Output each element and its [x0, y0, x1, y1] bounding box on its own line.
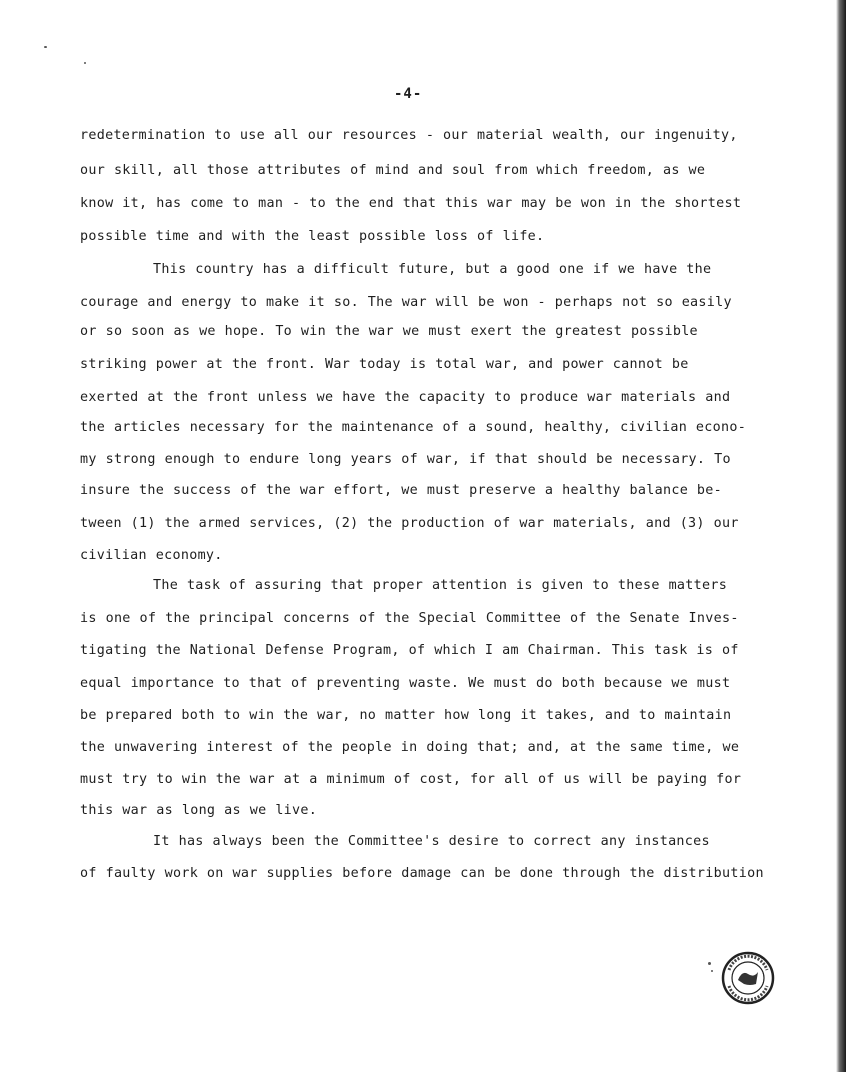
text-line: civilian economy.: [80, 548, 223, 563]
text-line: our skill, all those attributes of mind and soul from which freedom, as we: [80, 163, 706, 178]
text-line: courage and energy to make it so. The war will be won - perhaps not so easily: [80, 295, 732, 310]
text-line: insure the success of the war effort, we must preserve a healthy balance be-: [80, 483, 722, 498]
text-line: redetermination to use all our resources - our material wealth, our ingenuity,: [80, 128, 738, 143]
text-line: be prepared both to win the war, no matter how long it takes, and to maintain: [80, 708, 732, 723]
text-line: possible time and with the least possible loss of life.: [80, 229, 545, 244]
text-line: this war as long as we live.: [80, 803, 318, 818]
text-line: The task of assuring that proper attention is given to these matters: [153, 578, 728, 593]
scan-speck: [84, 62, 86, 64]
truman-library-seal: [720, 950, 776, 1006]
text-line: must try to win the war at a minimum of cost, for all of us will be paying for: [80, 772, 742, 787]
scan-speck: [44, 46, 47, 48]
text-line: equal importance to that of preventing waste. We must do both because we must: [80, 676, 731, 691]
text-line: my strong enough to endure long years of war, if that should be necessary. To: [80, 452, 731, 467]
text-line: exerted at the front unless we have the capacity to produce war materials and: [80, 390, 731, 405]
text-line: It has always been the Committee's desire to correct any instances: [153, 834, 710, 849]
text-line: of faulty work on war supplies before damage can be done through the distribution: [80, 866, 764, 881]
text-line: striking power at the front. War today is total war, and power cannot be: [80, 357, 689, 372]
text-line: is one of the principal concerns of the Special Committee of the Senate Inves-: [80, 611, 739, 626]
page-number: -4-: [394, 86, 423, 102]
text-line: know it, has come to man - to the end that this war may be won in the shortest: [80, 196, 742, 211]
text-line: This country has a difficult future, but a good one if we have the: [153, 262, 712, 277]
scan-edge-shadow: [836, 0, 846, 1072]
text-line: the articles necessary for the maintenance of a sound, healthy, civilian econo-: [80, 420, 747, 435]
text-line: tigating the National Defense Program, of which I am Chairman. This task is of: [80, 643, 739, 658]
text-line: tween (1) the armed services, (2) the production of war materials, and (3) our: [80, 516, 739, 531]
scan-speck: [708, 962, 711, 965]
text-line: or so soon as we hope. To win the war we must exert the greatest possible: [80, 324, 698, 339]
scan-speck: [711, 970, 713, 972]
seal-icon: [720, 950, 776, 1006]
text-line: the unwavering interest of the people in doing that; and, at the same time, we: [80, 740, 740, 755]
